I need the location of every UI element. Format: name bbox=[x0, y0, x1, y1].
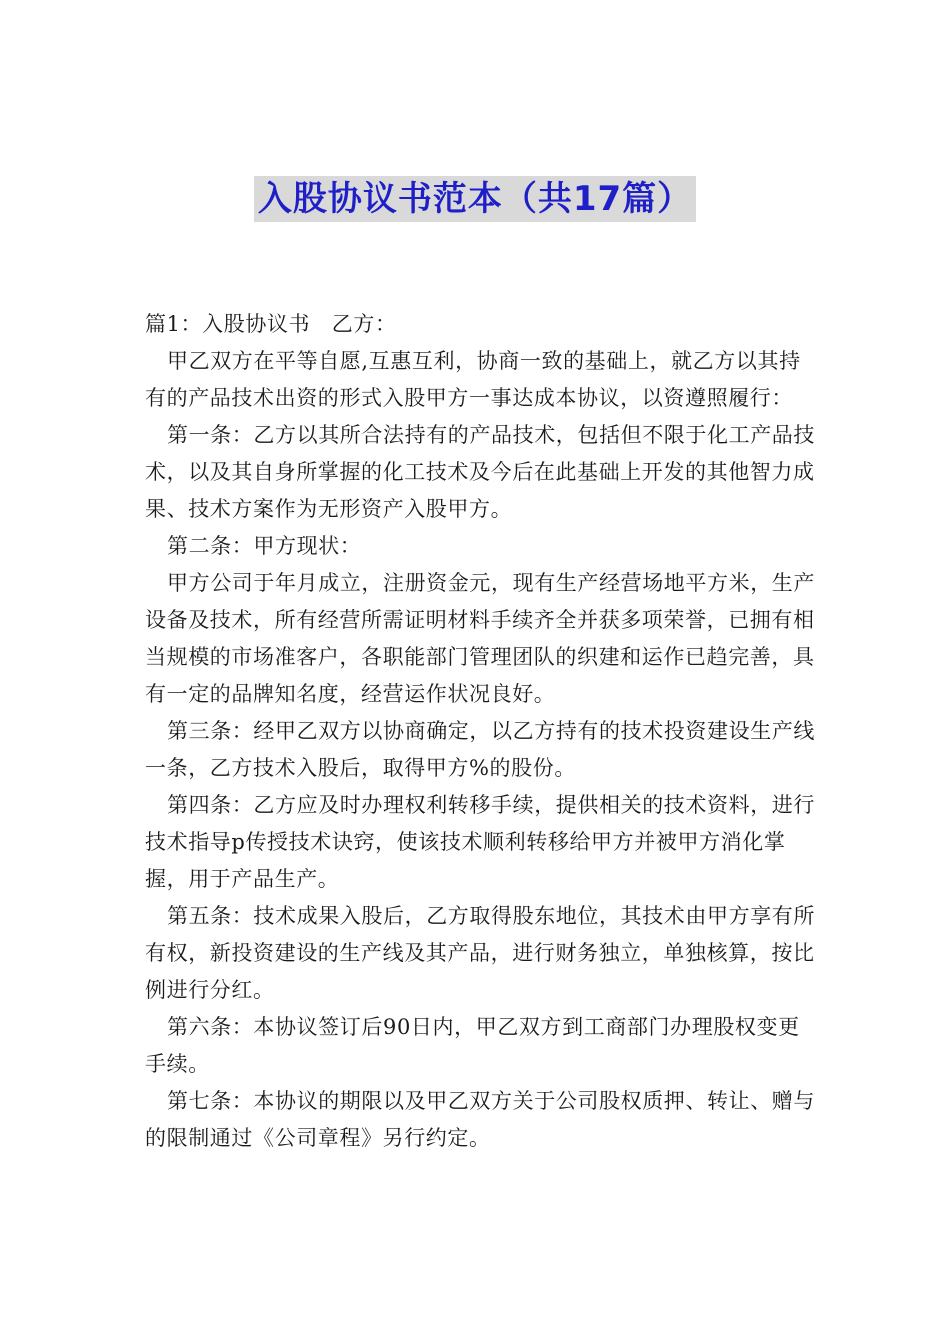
title-container bbox=[0, 176, 950, 222]
paragraph-article-2-detail: 甲方公司于年月成立，注册资金元，现有生产经营场地平方米，生产设备及技术，所有经营所需证明材料手续齐全并获多项荣誉，已拥有相当规模的市场准客户，各职能部门管理团队的织建和运作已趋完善，具有一定的品牌知名度，经营运作状况良好。 bbox=[145, 571, 815, 706]
paragraph-article-4: 第四条：乙方应及时办理权利转移手续，提供相关的技术资料，进行技术指导p传授技术诀窍，使该技术顺利转移给甲方并被甲方消化掌握，用于产品生产。 bbox=[145, 793, 815, 891]
paragraph-preamble: 甲乙双方在平等自愿,互惠互利，协商一致的基础上，就乙方以其持有的产品技术出资的形式入股甲方一事达成本协议，以资遵照履行： bbox=[145, 349, 801, 410]
paragraph-article-3: 第三条：经甲乙双方以协商确定，以乙方持有的技术投资建设生产线一条，乙方技术入股后，取得甲方%的股份。 bbox=[145, 719, 815, 780]
paragraph-article-6: 第六条：本协议签订后90日内，甲乙双方到工商部门办理股权变更手续。 bbox=[145, 1015, 800, 1076]
paragraph-article-1: 第一条：乙方以其所合法持有的产品技术，包括但不限于化工产品技术，以及其自身所掌握的化工技术及今后在此基础上开发的其他智力成果、技术方案作为无形资产入股甲方。 bbox=[145, 423, 815, 521]
document-title: 入股协议书范本（共17篇） bbox=[254, 176, 696, 222]
paragraph-article-5: 第五条：技术成果入股后，乙方取得股东地位，其技术由甲方享有所有权，新投资建设的生产线及其产品，进行财务独立，单独核算，按比例进行分红。 bbox=[145, 904, 815, 1002]
document-body bbox=[145, 306, 815, 1157]
paragraph-heading: 篇1：入股协议书 乙方： bbox=[145, 312, 397, 336]
paragraph-article-7: 第七条：本协议的期限以及甲乙双方关于公司股权质押、转让、赠与的限制通过《公司章程》另行约定。 bbox=[145, 1089, 815, 1150]
paragraph-article-2: 第二条：甲方现状： bbox=[167, 534, 362, 558]
